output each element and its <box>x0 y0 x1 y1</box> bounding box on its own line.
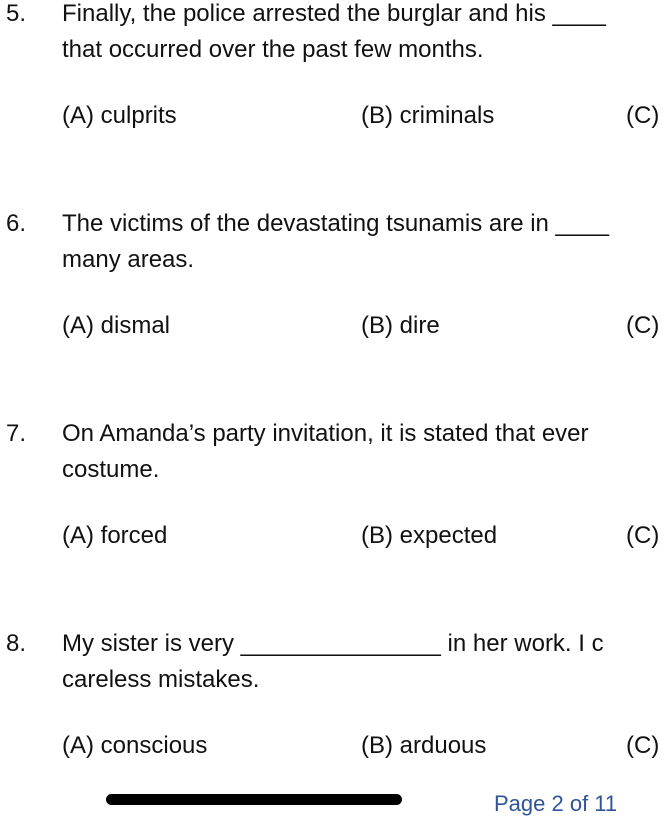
option-b[interactable]: (B) expected <box>361 522 498 549</box>
question-text-line-1: The victims of the devastating tsunamis are in ____ <box>62 210 609 237</box>
question-text-line-2: many areas. <box>62 246 195 273</box>
question-text-line-1: On Amanda’s party invitation, it is stated that ever <box>62 420 589 447</box>
question-text-line-2: costume. <box>62 456 160 483</box>
option-b[interactable]: (B) dire <box>361 312 440 339</box>
option-c[interactable]: (C) <box>626 102 660 129</box>
question-number: 5. <box>6 0 27 27</box>
question-6 <box>0 206 668 396</box>
option-a[interactable]: (A) dismal <box>62 312 171 339</box>
question-text-line-2: careless mistakes. <box>62 666 260 693</box>
option-b[interactable]: (B) criminals <box>361 102 495 129</box>
option-c[interactable]: (C) <box>626 732 660 759</box>
question-text-line-1: My sister is very _______________ in her work. I c <box>62 630 604 657</box>
option-c[interactable]: (C) <box>626 522 660 549</box>
question-number: 6. <box>6 210 27 237</box>
question-number: 7. <box>6 420 27 447</box>
question-8 <box>0 626 668 816</box>
question-7 <box>0 416 668 606</box>
page-number: Page 2 of 11 <box>494 791 618 816</box>
option-c[interactable]: (C) <box>626 312 660 339</box>
option-a[interactable]: (A) conscious <box>62 732 208 759</box>
question-number: 8. <box>6 630 27 657</box>
question-5 <box>0 0 668 186</box>
home-indicator-bar[interactable] <box>106 794 402 805</box>
question-text-line-1: Finally, the police arrested the burglar and his ____ <box>62 0 606 27</box>
option-a[interactable]: (A) forced <box>62 522 168 549</box>
option-a[interactable]: (A) culprits <box>62 102 177 129</box>
option-b[interactable]: (B) arduous <box>361 732 487 759</box>
question-text-line-2: that occurred over the past few months. <box>62 36 484 63</box>
